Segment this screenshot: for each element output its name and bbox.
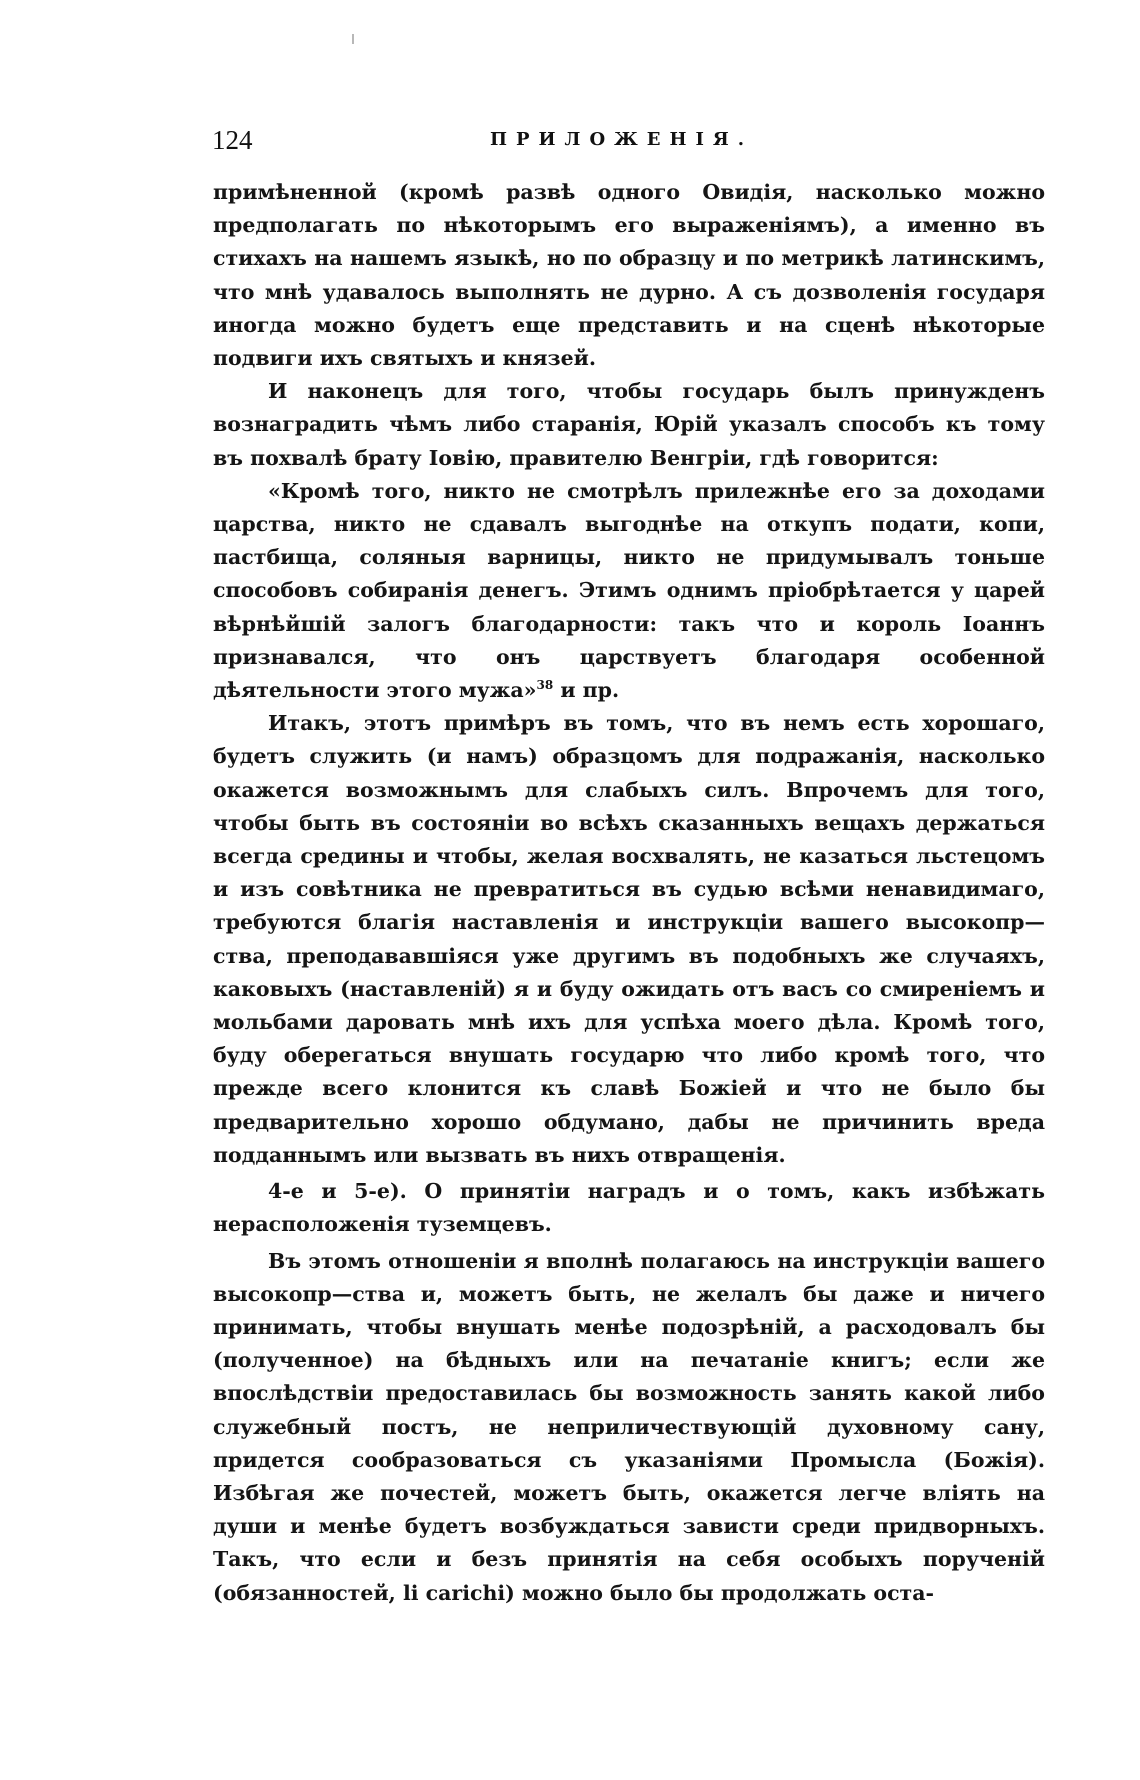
paragraph-example: Итакъ, этотъ примѣръ въ томъ, что въ немъ есть хорошаго, будетъ служить (и намъ) образцомъ для подражанія, насколько окажется возможнымъ для слабыхъ силъ. Впрочемъ для того, чтобы быть въ состояніи во всѣхъ сказанныхъ вещахъ держаться всегда средины и чтобы, желая восхвалять, не казаться льстецомъ и изъ совѣтника не превратиться въ судью всѣми ненавидимаго, требуются благія наставленія и инструкціи вашего высокопр—ства, преподававшіяся уже другимъ въ подобныхъ же случаяхъ, каковыхъ (наставленій) я и буду ожидать отъ васъ со смиреніемъ и мольбами даровать мнѣ ихъ для успѣха моего дѣла. Кромѣ того, буду оберегаться внушать государю что либо кромѣ того, что прежде всего клонится къ славѣ Божіей и что не было бы предварительно хорошо обдумано, дабы не причинить вреда подданнымъ или вызвать въ нихъ отвращенія. (213, 711, 1045, 1167)
scan-mark (352, 34, 354, 44)
section-heading-4-5: 4-е и 5-е). О принятіи наградъ и о томъ, какъ избѣжать нерасположенія туземцевъ. (213, 1179, 1045, 1237)
quotation-tail: и пр. (553, 678, 620, 703)
page-body (213, 176, 1045, 1610)
running-head: ПРИЛОЖЕНІЯ. (490, 129, 754, 150)
page-header (0, 122, 1140, 158)
paragraph-reward: И наконецъ для того, чтобы государь былъ принужденъ вознаградить чѣмъ либо старанія, Юрій указалъ способъ къ тому въ похвалѣ брату Іовію, правителю Венгріи, гдѣ говорится: (213, 379, 1045, 470)
paragraph-continuation: примѣненной (кромѣ развѣ одного Овидія, насколько можно предполагать по нѣкоторымъ его выраженіямъ), а именно въ стихахъ на нашемъ языкѣ, но по образцу и по метрикѣ латинскимъ, что мнѣ удавалось выполнять не дурно. А съ дозволенія государя иногда можно будетъ еще представить и на сценѣ нѣкоторые подвиги ихъ святыхъ и князей. (213, 180, 1045, 371)
quotation-text: «Кромѣ того, никто не смотрѣлъ прилежнѣе его за доходами царства, никто не сдавалъ выгоднѣе на откупъ подати, копи, пастбища, соляныя варницы, никто не придумывалъ тоньше способовъ собиранія денегъ. Этимъ однимъ пріобрѣтается у царей вѣрнѣйшій залогъ благодарности: такъ что и король Іоаннъ признавался, что онъ царствуетъ благодаря особенной дѣятельности этого мужа» (213, 478, 1045, 703)
paragraph-quotation (213, 475, 1045, 707)
footnote-marker: 38 (536, 678, 554, 693)
page-number: 124 (212, 125, 253, 155)
paragraph-instructions: Въ этомъ отношеніи я вполнѣ полагаюсь на инструкціи вашего высокопр—ства и, можетъ быть, не желалъ бы даже и ничего принимать, чтобы внушать менѣе подозрѣній, а расходовалъ бы (полученное) на бѣдныхъ или на печатаніе книгъ; если же впослѣдствіи предоставилась бы возможность занять какой либо служебный постъ, не неприличествующій духовному сану, придется сообразоваться съ указаніями Промысла (Божія). Избѣгая же почестей, можетъ быть, окажется легче вліять на души и менѣе будетъ возбуждаться зависти среди придворныхъ. Такъ, что если и безъ принятія на себя особыхъ порученій (обязанностей, li carichi) можно было бы продолжать оста- (213, 1248, 1045, 1605)
